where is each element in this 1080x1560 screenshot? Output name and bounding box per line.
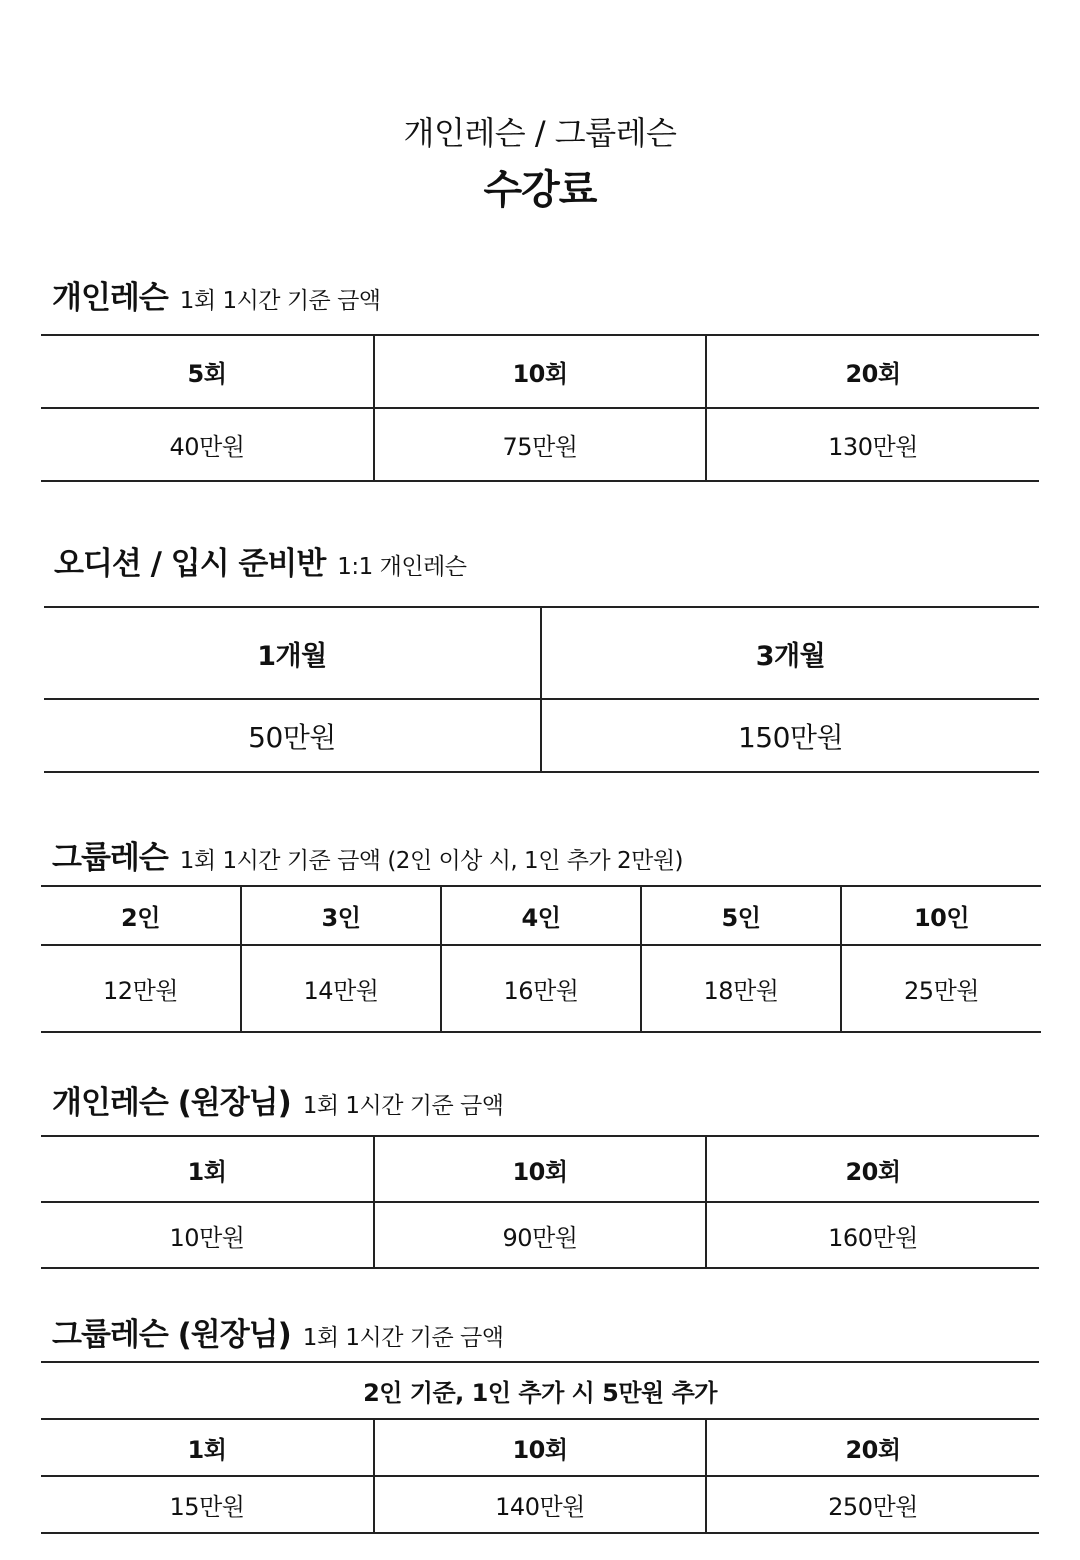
price-cell: 16만원 [441, 945, 641, 1032]
table-header-cell: 20회 [706, 335, 1039, 408]
section-audition-heading [54, 538, 466, 583]
section-note: 1회 1시간 기준 금액 (2인 이상 시, 1인 추가 2만원) [179, 848, 684, 874]
table-header-row [44, 607, 1039, 699]
price-cell: 150만원 [541, 699, 1039, 772]
price-cell: 18만원 [641, 945, 841, 1032]
table-row [41, 1202, 1039, 1268]
price-cell: 15만원 [41, 1476, 374, 1533]
section-director-group-heading [52, 1309, 503, 1354]
price-cell: 50만원 [44, 699, 541, 772]
price-cell: 75만원 [374, 408, 706, 481]
table-banner-cell: 2인 기준, 1인 추가 시 5만원 추가 [41, 1362, 1039, 1419]
group-lesson-price-table [41, 885, 1041, 1033]
section-group-lesson-heading [52, 832, 683, 877]
section-note: 1:1 개인레슨 [337, 554, 467, 580]
price-cell: 160만원 [706, 1202, 1039, 1268]
table-header-cell: 3개월 [541, 607, 1039, 699]
audition-price-table [44, 606, 1039, 773]
price-cell: 130만원 [706, 408, 1039, 481]
table-header-row [41, 886, 1041, 945]
price-cell: 90만원 [374, 1202, 706, 1268]
table-header-cell: 2인 [41, 886, 241, 945]
table-row [44, 699, 1039, 772]
section-title: 개인레슨 (원장님) [52, 1085, 291, 1121]
personal-lesson-price-table [41, 334, 1039, 482]
section-title: 그룹레슨 (원장님) [52, 1317, 291, 1353]
section-note: 1회 1시간 기준 금액 [302, 1325, 504, 1351]
price-cell: 10만원 [41, 1202, 374, 1268]
table-header-cell: 4인 [441, 886, 641, 945]
table-header-cell: 1개월 [44, 607, 541, 699]
table-banner-row [41, 1362, 1039, 1419]
table-header-cell: 20회 [706, 1136, 1039, 1202]
table-header-cell: 5회 [41, 335, 374, 408]
table-row [41, 408, 1039, 481]
page-subtitle: 개인레슨 / 그룹레슨 [403, 114, 677, 152]
table-header-cell: 10회 [374, 1419, 706, 1476]
table-row [41, 945, 1041, 1032]
price-cell: 250만원 [706, 1476, 1039, 1533]
page-title: 수강료 [483, 167, 597, 213]
table-header-cell: 10인 [841, 886, 1041, 945]
section-personal-lesson-heading [52, 272, 381, 317]
director-group-price-table [41, 1361, 1039, 1534]
section-title: 개인레슨 [52, 280, 168, 316]
director-personal-price-table [41, 1135, 1039, 1269]
price-cell: 12만원 [41, 945, 241, 1032]
section-note: 1회 1시간 기준 금액 [179, 288, 381, 314]
price-cell: 25만원 [841, 945, 1041, 1032]
table-header-cell: 10회 [374, 335, 706, 408]
table-row [41, 1476, 1039, 1533]
table-header-cell: 1회 [41, 1136, 374, 1202]
table-header-row [41, 1419, 1039, 1476]
table-header-row [41, 1136, 1039, 1202]
section-director-personal-heading [52, 1077, 503, 1122]
price-cell: 40만원 [41, 408, 374, 481]
table-header-row [41, 335, 1039, 408]
price-cell: 140만원 [374, 1476, 706, 1533]
table-header-cell: 1회 [41, 1419, 374, 1476]
section-title: 오디션 / 입시 준비반 [54, 546, 326, 582]
price-cell: 14만원 [241, 945, 441, 1032]
table-header-cell: 20회 [706, 1419, 1039, 1476]
table-header-cell: 5인 [641, 886, 841, 945]
section-note: 1회 1시간 기준 금액 [302, 1093, 504, 1119]
table-header-cell: 10회 [374, 1136, 706, 1202]
table-header-cell: 3인 [241, 886, 441, 945]
section-title: 그룹레슨 [52, 840, 168, 876]
